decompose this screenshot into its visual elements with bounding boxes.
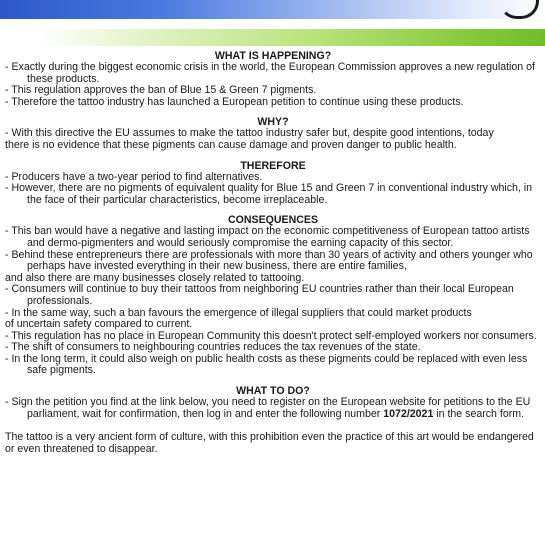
- section-heading: WHAT TO DO?: [236, 385, 310, 398]
- list-item: - Producers have a two-year period to find alternatives.: [5, 170, 263, 183]
- section-therefore: [5, 160, 541, 207]
- list-item: - The shift of consumers to neighbouring countries reduces the tax revenues of the state.: [5, 341, 421, 354]
- list-item-continuation: and also there are many businesses closely related to tattooing.: [5, 271, 305, 284]
- list-item: - This regulation approves the ban of Blue 15 & Green 7 pigments.: [5, 84, 317, 97]
- list-item: [5, 397, 541, 420]
- list-item: - Behind these entrepreneurs there are professionals with more than 30 years of activity and others younger who perhaps have invested everything in their new business, there are entire families,: [5, 248, 533, 273]
- top-banner: [0, 0, 545, 19]
- list-item: - However, there are no pigments of equivalent quality for Blue 15 and Green 7 in conventional industry which, in the face of their particular characteristics, become irreplaceable.: [5, 182, 533, 206]
- list-item: - In the same way, such a ban favours the emergence of illegal suppliers that could market products: [5, 306, 472, 319]
- section-what-is-happening: [5, 50, 541, 108]
- section-what-to-do: [5, 385, 541, 420]
- list-item: - Exactly during the biggest economic crisis in the world, the European Commission approves a new regulation of these products.: [5, 61, 535, 85]
- section-heading: WHY?: [257, 116, 289, 129]
- green-divider-bar: [40, 29, 545, 46]
- document-body: [5, 50, 541, 455]
- section-heading: WHAT IS HAPPENING?: [214, 50, 332, 62]
- section-why: [5, 116, 541, 151]
- todo-text-before: - Sign the petition you find at the link below, you need to register on the European website for petitions to the EU parliament, wait for confirmation, then log in and enter the following number: [5, 396, 531, 420]
- list-item: - This regulation has no place in European Community this doesn't protect self-employed workers nor consumers.: [5, 329, 537, 342]
- list-item-continuation: of uncertain safety compared to current.: [5, 318, 193, 331]
- todo-text-after: in the search form.: [433, 407, 525, 420]
- paragraph: - With this directive the EU assumes to make the tattoo industry safer but, despite good intentions, today there is no evidence that these pigments can cause damage and proven danger to public health.: [5, 127, 494, 151]
- list-item: - Consumers will continue to buy their tattoos from neighboring EU countries rather than their local European professionals.: [5, 283, 514, 307]
- section-consequences: [5, 214, 541, 377]
- section-heading: THEREFORE: [240, 159, 306, 172]
- closing-paragraph: The tattoo is a very ancient form of culture, with this prohibition even the practice of this art would be endangered or even threatened to disappear.: [5, 431, 534, 455]
- list-item: - In the long term, it could also weigh on public health costs as these pigments could be replaced with even less safe pigments.: [5, 352, 528, 377]
- petition-number: 1072/2021: [383, 407, 434, 420]
- list-item: - Therefore the tattoo industry has launched a European petition to continue using these products.: [5, 95, 464, 108]
- section-heading: CONSEQUENCES: [227, 214, 319, 227]
- list-item: - This ban would have a negative and lasting impact on the economic competitiveness of European tattoo artists and dermo-pigmenters and would seriously compromise the earning capacity of this sector.: [5, 225, 530, 249]
